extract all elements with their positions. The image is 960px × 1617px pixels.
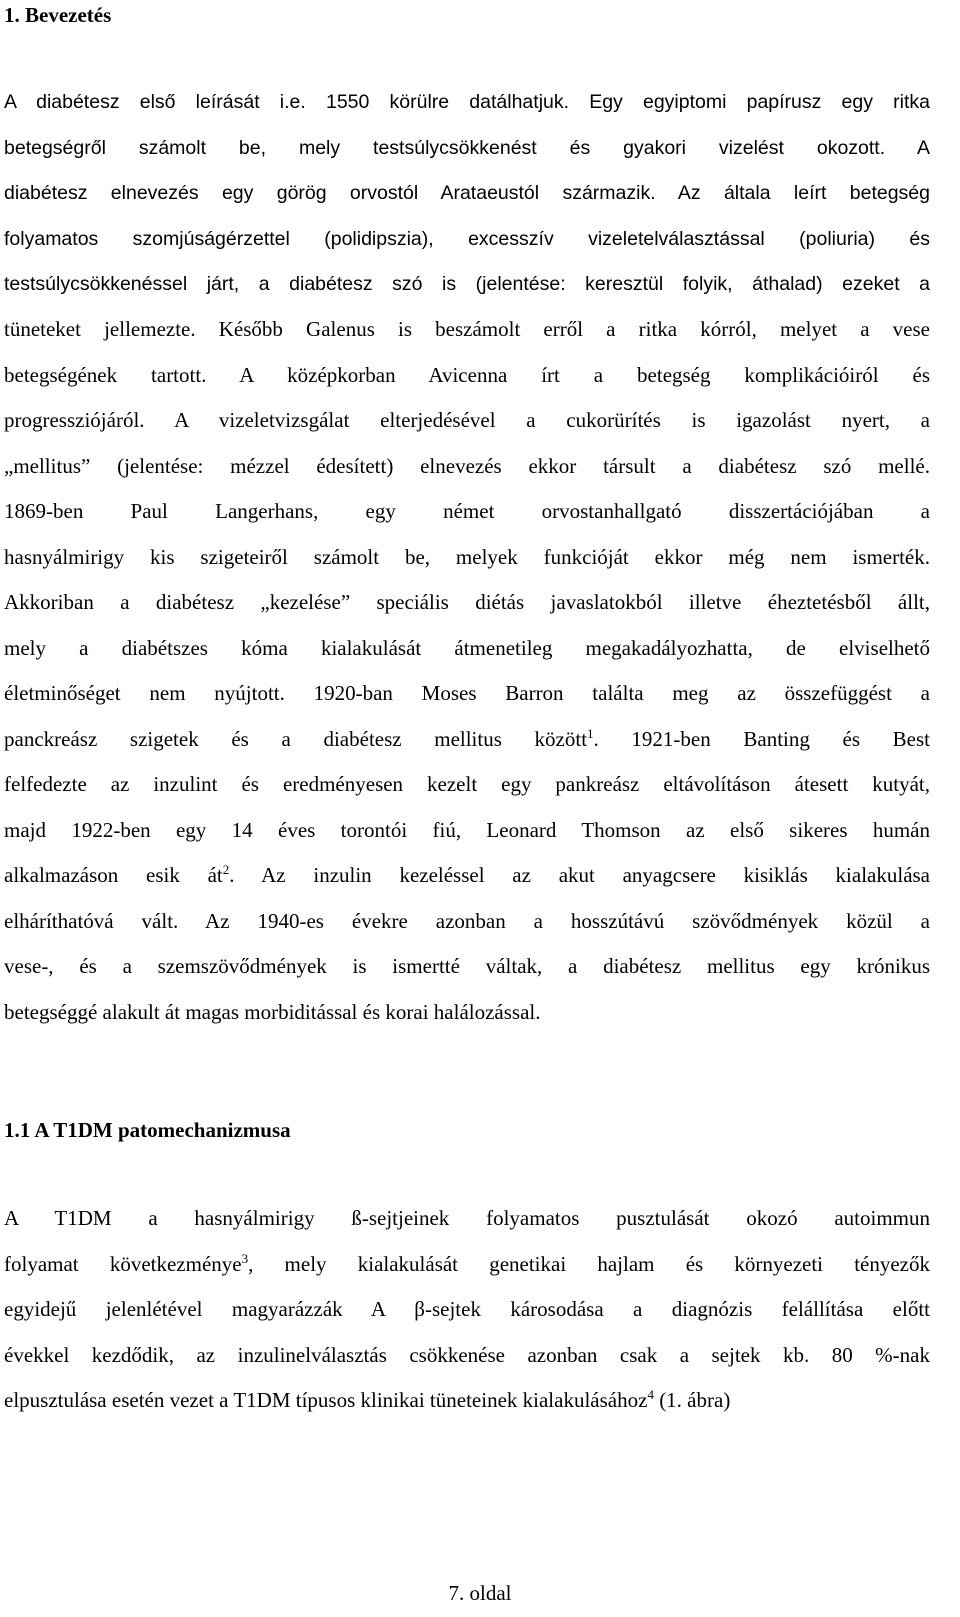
text-line: 1869-ben Paul Langerhans, egy német orvostanhallgató disszertációjában a xyxy=(4,499,930,523)
text-line: hasnyálmirigy kis szigeteiről számolt be, melyek funkcióját ekkor még nem ismerték. xyxy=(4,544,930,569)
text-line: „mellitus” (jelentése: mézzel édesített) elnevezés ekkor társult a diabétesz szó mellé. xyxy=(4,453,930,478)
text-line: betegségének tartott. A középkorban Avicenna írt a betegség komplikációiról és xyxy=(4,362,930,387)
text-line: vese-, és a szemszövődmények is ismertté váltak, a diabétesz mellitus egy krónikus xyxy=(4,954,930,978)
text-line: majd 1922-ben egy 14 éves torontói fiú, Leonard Thomson az első sikeres humán xyxy=(4,817,930,842)
text-line: Akkoriban a diabétesz „kezelése” speciális diétás javaslatokból illetve éheztetésből állt, xyxy=(4,590,930,614)
line-text: (1. ábra) xyxy=(653,1388,731,1412)
line-text: , mely kialakulását genetikai hajlam és környezeti tényezők xyxy=(248,1251,930,1276)
line-text: . Az inzulin kezeléssel az akut anyagcsere kisiklás kialakulása xyxy=(229,863,930,887)
text-line: betegségről számolt be, mely testsúlycsökkenést és gyakori vizelést okozott. A xyxy=(4,136,930,159)
line-text: panckreász szigetek és a diabétesz mellitus között xyxy=(4,726,588,751)
text-line: testsúlycsökkenéssel járt, a diabétesz szó is (jelentése: keresztül folyik, áthalad) ezeket a xyxy=(4,273,930,295)
text-line: folyamatos szomjúságérzettel (polidipszia), excesszív vizeletelválasztással (poliuria) és xyxy=(4,227,930,250)
history-paragraph xyxy=(4,307,930,1035)
text-line: A diabétesz első leírását i.e. 1550 körülre datálhatjuk. Egy egyiptomi papírusz egy ritka xyxy=(4,91,930,113)
text-line: progressziójáról. A vizeletvizsgálat elterjedésével a cukorürítés is igazolást nyert, a xyxy=(4,408,930,432)
text-line: egyidejű jelenlétével magyarázzák A β-sejtek károsodása a diagnózis felállítása előtt xyxy=(4,1297,930,1321)
text-line xyxy=(4,1378,930,1424)
line-text: folyamat következménye xyxy=(4,1251,242,1276)
line-text: elpusztulása esetén vezet a T1DM típusos klinikai tüneteinek kialakulásához xyxy=(4,1388,648,1412)
subsection-title: 1.1 A T1DM patomechanizmusa xyxy=(4,1118,291,1142)
text-line: tüneteket jellemezte. Később Galenus is beszámolt erről a ritka kórról, melyet a vese xyxy=(4,317,930,341)
text-line: évekkel kezdődik, az inzulinelválasztás csökkenése azonban csak a sejtek kb. 80 %-nak xyxy=(4,1342,930,1367)
page-number: 7. oldal xyxy=(448,1581,512,1605)
section-title: 1. Bevezetés xyxy=(4,3,112,27)
text-line xyxy=(4,717,930,763)
text-line xyxy=(4,853,930,899)
text-line: diabétesz elnevezés egy görög orvostól Arataeustól származik. Az általa leírt betegség xyxy=(4,182,930,204)
text-line: mely a diabétszes kóma kialakulását átmenetileg megakadályozhatta, de elviselhető xyxy=(4,635,930,660)
t1dm-paragraph xyxy=(4,1196,930,1424)
line-text: alkalmazáson esik át xyxy=(4,863,223,887)
reference-superscript: 1 xyxy=(587,725,594,741)
reference-superscript: 2 xyxy=(222,862,230,877)
reference-superscript: 3 xyxy=(241,1250,249,1266)
text-line xyxy=(4,1242,930,1288)
text-line: felfedezte az inzulint és eredményesen kezelt egy pankreász eltávolításon átesett kutyát, xyxy=(4,772,930,796)
text-line: A T1DM a hasnyálmirigy ß-sejtjeinek folyamatos pusztulását okozó autoimmun xyxy=(4,1206,930,1230)
text-line: elháríthatóvá vált. Az 1940-es évekre azonban a hosszútávú szövődmények közül a xyxy=(4,908,930,933)
reference-superscript: 4 xyxy=(647,1387,654,1402)
text-line: életminőséget nem nyújtott. 1920-ban Moses Barron találta meg az összefüggést a xyxy=(4,681,930,705)
intro-paragraph xyxy=(4,80,930,308)
text-line: betegséggé alakult át magas morbiditással és korai halálozással. xyxy=(4,999,541,1024)
line-text: . 1921-ben Banting és Best xyxy=(593,726,930,751)
